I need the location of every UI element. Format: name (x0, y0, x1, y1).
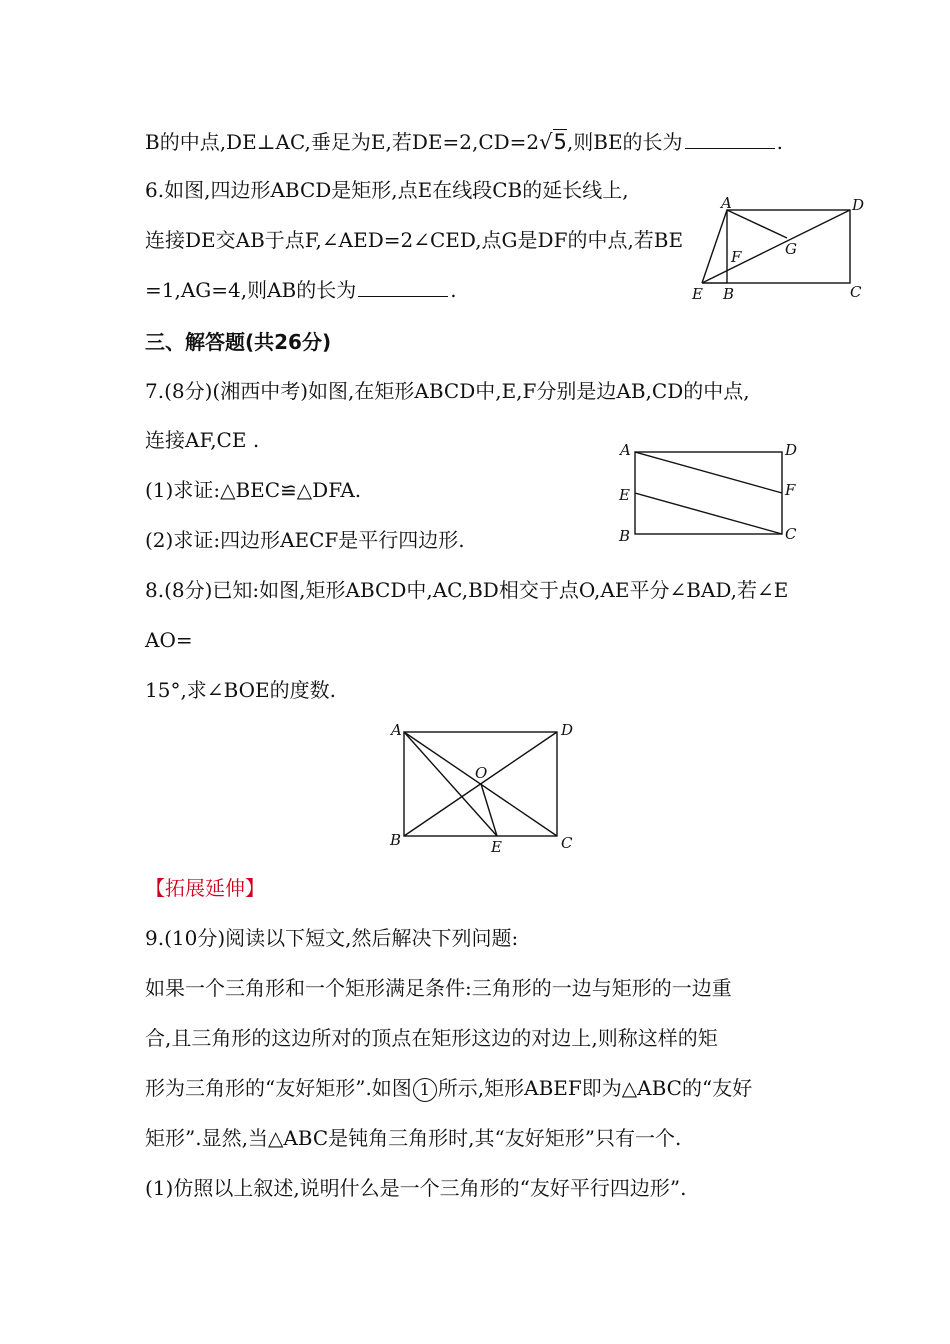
q7-segment-ec (635, 493, 782, 534)
q8-figure (385, 718, 585, 858)
q5-tail-line (145, 128, 783, 156)
q9-line4-pre: 形为三角形的“友好矩形”.如图 (145, 1076, 412, 1100)
q6-label-c: C (850, 283, 862, 301)
q6-line1: 6.如图,四边形ABCD是矩形,点E在线段CB的延长线上, (145, 178, 629, 202)
q7-part2: (2)求证:四边形AECF是平行四边形. (145, 528, 465, 552)
q6-segment-ag (727, 210, 787, 238)
q8-label-d: D (561, 721, 574, 739)
q5-answer-blank[interactable] (685, 130, 775, 149)
sqrt-radicand: 5 (553, 130, 567, 154)
q8-line1: 8.(8分)已知:如图,矩形ABCD中,AC,BD相交于点O,AE平分∠BAD,若∠E (145, 578, 789, 602)
q6-answer-blank[interactable] (358, 278, 448, 297)
q7-label-f: F (785, 481, 796, 499)
q9-line5: 矩形”.显然,当△ABC是钝角三角形时,其“友好矩形”只有一个. (145, 1126, 682, 1150)
q5-period: . (776, 130, 783, 154)
q9-part1: (1)仿照以上叙述,说明什么是一个三角形的“友好平行四边形”. (145, 1176, 687, 1200)
q9-line1: 9.(10分)阅读以下短文,然后解决下列问题: (145, 926, 519, 950)
section3-heading: 三、解答题(共26分) (145, 330, 332, 354)
q7-label-a: A (620, 441, 631, 459)
q9-line4 (145, 1074, 752, 1102)
q6-label-a: A (721, 194, 732, 212)
q9-line2: 如果一个三角形和一个矩形满足条件:三角形的一边与矩形的一边重 (145, 976, 732, 1000)
q8-segment-oe (481, 784, 497, 836)
sqrt-sign: √ (539, 130, 553, 154)
q7-label-b: B (619, 527, 631, 545)
q8-segment-ae (404, 732, 497, 836)
q7-part1: (1)求证:△BEC≌△DFA. (145, 478, 362, 502)
q5-text-pre: B的中点,DE⊥AC,垂足为E,若DE=2,CD=2 (145, 130, 540, 154)
sqrt-five (539, 129, 567, 154)
q7-figure (610, 440, 810, 550)
q6-line3 (145, 276, 457, 304)
q6-label-g: G (785, 240, 797, 258)
q8-label-c: C (561, 834, 573, 852)
circled-number-one: 1 (413, 1078, 437, 1102)
q7-segment-af (635, 452, 782, 493)
q7-rect-abcd (635, 452, 782, 534)
q6-label-f: F (731, 248, 742, 266)
q9-line4-post: 所示,矩形ABEF即为△ABC的“友好 (437, 1076, 753, 1100)
q6-text-pre: =1,AG=4,则AB的长为 (145, 278, 357, 302)
q9-line3: 合,且三角形的这边所对的顶点在矩形这边的对边上,则称这样的矩 (145, 1026, 718, 1050)
q7-line1: 7.(8分)(湘西中考)如图,在矩形ABCD中,E,F分别是边AB,CD的中点, (145, 379, 750, 403)
q6-label-b: B (723, 285, 735, 303)
q8-label-o: O (475, 764, 488, 782)
q6-period: . (450, 278, 457, 302)
q7-line2: 连接AF,CE . (145, 428, 260, 452)
extension-heading: 【拓展延伸】 (145, 876, 265, 900)
q6-figure (690, 195, 870, 305)
q6-line2: 连接DE交AB于点F,∠AED=2∠CED,点G是DF的中点,若BE (145, 228, 684, 252)
q8-label-a: A (391, 721, 402, 739)
q7-label-e: E (619, 486, 630, 504)
q6-label-d: D (852, 196, 865, 214)
q7-label-d: D (785, 441, 798, 459)
q7-label-c: C (785, 525, 797, 543)
q8-label-b: B (390, 831, 402, 849)
q8-label-e: E (491, 838, 502, 856)
q6-segment-ed (702, 210, 850, 283)
q8-line2: AO= (145, 628, 193, 652)
q5-text-post: ,则BE的长为 (566, 130, 683, 154)
q8-line3: 15°,求∠BOE的度数. (145, 678, 336, 702)
q6-label-e: E (692, 285, 703, 303)
